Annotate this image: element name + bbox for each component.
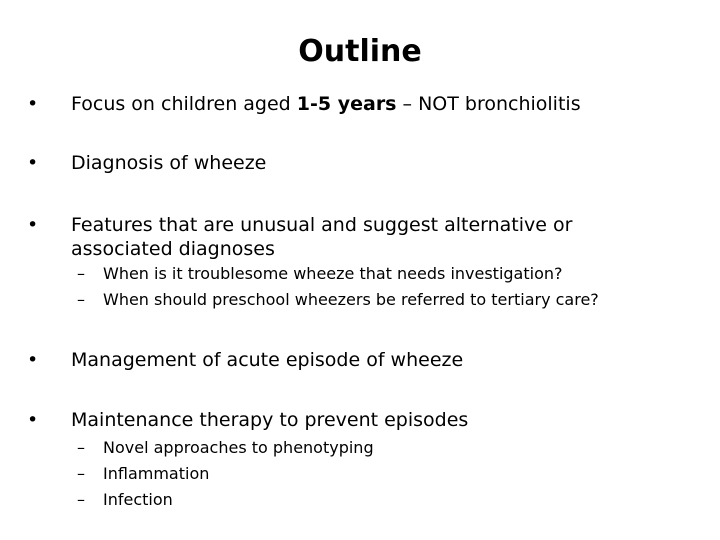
sub-bullet-item: [77, 487, 697, 513]
bullet-text: Maintenance therapy to prevent episodes: [71, 409, 469, 431]
sub-bullet-item: [77, 435, 697, 461]
bullet-item: [27, 151, 677, 175]
dash-icon: –: [77, 490, 85, 509]
bullet-text: Diagnosis of wheeze: [71, 152, 267, 174]
bullet-text: Features that are unusual and suggest alternative or associated diagnoses: [71, 214, 573, 260]
sub-bullet-text: Novel approaches to phenotyping: [103, 438, 374, 457]
sub-bullet-text: Infection: [103, 490, 173, 509]
dash-icon: –: [77, 264, 85, 283]
bullet-icon: •: [27, 152, 39, 174]
dash-icon: –: [77, 438, 85, 457]
bullet-icon: •: [27, 349, 39, 371]
slide-title: Outline: [298, 34, 422, 69]
sub-bullet-text: When is it troublesome wheeze that needs investigation?: [103, 264, 563, 283]
dash-icon: –: [77, 290, 85, 309]
bullet-item: [27, 408, 677, 432]
dash-icon: –: [77, 464, 85, 483]
sub-bullet-item: [77, 261, 697, 287]
bold-age-range: 1-5 years: [296, 93, 397, 115]
bullet-text: Management of acute episode of wheeze: [71, 349, 464, 371]
sub-bullet-item: [77, 287, 697, 313]
bullet-icon: •: [27, 214, 39, 236]
sub-bullet-text: When should preschool wheezers be referred to tertiary care?: [103, 290, 599, 309]
bullet-item: [27, 92, 677, 116]
sub-bullet-text: Inflammation: [103, 464, 210, 483]
bullet-item: [27, 213, 677, 261]
sub-bullet-item: [77, 461, 697, 487]
bullet-item: [27, 348, 677, 372]
bullet-icon: •: [27, 93, 39, 115]
bullet-text: Focus on children aged 1-5 years – NOT bronchiolitis: [71, 93, 581, 115]
bullet-icon: •: [27, 409, 39, 431]
